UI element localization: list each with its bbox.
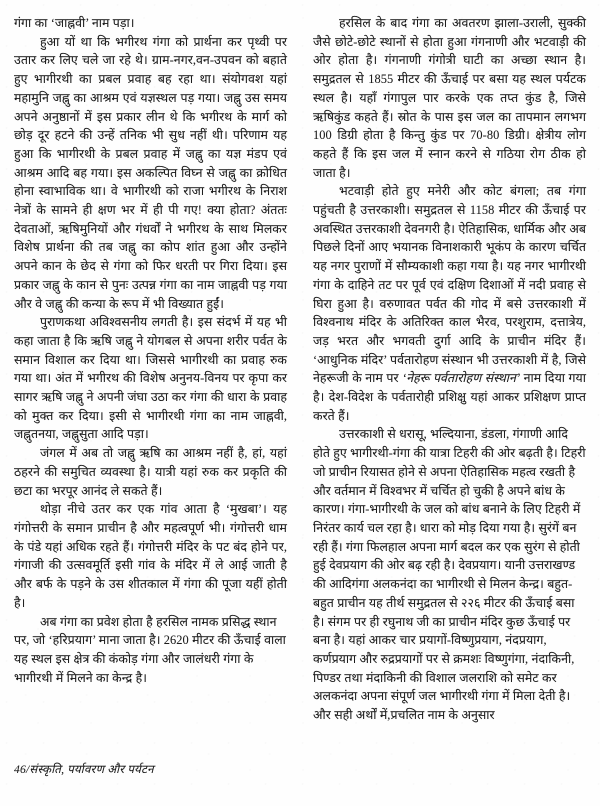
paragraph-left-2: हुआ यों था कि भगीरथ गंगा को प्रार्थना कर पृथ्वी पर उतार कर लिए चले जा रहे थे। ग्राम-नगर,वन-उपवन को बहाते हुए भागीरथी का प्रबल प्रवाह बह रहा था। संयोगवश यहां महामुनि जह्नु का आश्रम एवं यज्ञस्थल पड़ गया। जह्नु उस समय अपने अनुष्ठानों में इस प्रकार लीन थे कि भगीरथ के मार्ग को छोड़ दूर हटने की उन्हें तनिक भी सुध नहीं थी। परिणाम यह हुआ कि भागीरथी के प्रबल प्रवाह में जह्नु का यज्ञ मंडप एवं आश्रम आदि बह गया। इस अकल्पित विघ्न से जह्नु का क्रोधित होना स्वाभाविक था। वे भागीरथी को राजा भगीरथ के निराश नेत्रों के सामने ही क्षण भर में ही पी गए! क्या होता? अंततः देवताओं, ऋषिमुनियों और गंधर्वों ने भगीरथ के साथ मिलकर विशेष प्रार्थना की तब जह्नु का कोप शांत हुआ और उन्होंने अपने कान के छेद से गंगा को फिर धरती पर गिरा दिया। इस प्रकार जह्नु के कान से पुनः उत्पन्न गंगा का नाम जाह्नवी पड़ गया और वे जह्नु की कन्या के रूप में भी विख्यात हुईं। [14, 34, 287, 311]
left-column [14, 14, 287, 687]
right-column [313, 14, 586, 725]
paragraph-right-1: हरसिल के बाद गंगा का अवतरण झाला-उराली, सुक्की जैसे छोटे-छोटे स्थानों से होता हुआ गंगनाणी और भटवाड़ी की ओर होता है। गंगनाणी गंगोत्री घाटी का अच्छा स्थान है। समुद्रतल से 1855 मीटर की ऊँचाई पर बसा यह स्थल पर्यटक स्थल है। यहाँ गंगापुल पार करके एक तप्त कुंड है, जिसे ऋषिकुंड कहते हैं। स्रोत के पास इस जल का तापमान लगभग 100 डिग्री होता है किन्तु कुंड पर 70-80 डिग्री। क्षेत्रीय लोग कहते हैं कि इस जल में स्नान करने से गठिया रोग ठीक हो जाता है। [313, 16, 586, 180]
paragraph-left-1: गंगा का ‘जाह्नवी’ नाम पड़ा। [14, 16, 135, 30]
page-footer: 46/संस्कृति, पर्यावरण और पर्यटन [14, 763, 154, 776]
paragraph-left-5: थोड़ा नीचे उतर कर एक गांव आता है ‘मुखबा’। यह गंगोत्तरी के समान प्राचीन है और महत्वपूर्ण भी। गंगोत्तरी धाम के पंडे यहां अधिक रहते हैं। गंगोत्तरी मंदिर के पट बंद होने पर, गंगाजी की उत्सवमूर्ति इसी गांव के मंदिर में ले आई जाती है और बर्फ के पड़ने के उस शीतकाल में गंगा की पूजा यहीं होती है। [14, 502, 287, 610]
paragraph-right-2 [313, 182, 586, 425]
paragraph-right-2-pre: भटवाड़ी होते हुए मनेरी और कोट बंगला; तब गंगा पहुंचती है उत्तरकाशी। समुद्रतल से 1158 मीटर की ऊँचाई पर अवस्थित उत्तरकाशी देवनगरी है। ऐतिहासिक, धार्मिक और अब पिछले दिनों आए भयानक विनाशकारी भूकंप के कारण चर्चित यह नगर पुराणों में सौम्यकाशी कहा गया है। यह नगर भागीरथी गंगा के दाहिने तट पर पूर्व एवं दक्षिण दिशाओं में नदी प्रवाह से घिरा हुआ है। वरुणावत पर्वत की गोद में बसे उत्तरकाशी में विश्वनाथ मंदिर के अतिरिक्त काल भैरव, परशुराम, दत्तात्रेय, जड़ भरत और भगवती दुर्गा आदि के प्राचीन मंदिर हैं। ‘आधुनिक मंदिर’ पर्वतारोहण संस्थान भी उत्तरकाशी में है, जिसे नेहरूजी के नाम पर [313, 184, 586, 386]
paragraph-right-2-post: नाम दिया गया है। देश-विदेश के पर्वतारोही प्रशिक्षु यहां आकर प्रशिक्षण प्राप्त करते हैं। [313, 371, 586, 423]
paragraph-right-3: उत्तरकाशी से धरासू, भल्दियाना, डंडला, गंगाणी आदि होते हुए भागीरथी-गंगा की यात्रा टिहरी की ओर बढ़ती है। टिहरी जो प्राचीन रियासत होने से अपना ऐतिहासिक महत्व रखती है और वर्तमान में विश्वभर में चर्चित हो चुकी है अपने बांध के कारण। गंगा-भागीरथी के जल को बांध बनाने के लिए टिहरी में निरंतर कार्य चल रहा है। धारा को मोड़ दिया गया है। सुरंगें बन रही हैं। गंगा फिलहाल अपना मार्ग बदल कर एक सुरंग से होती हुई देवप्रयाग की ओर बढ़ रही है। देवप्रयाग। यानी उत्तराखण्ड की आदिगंगा अलकनंदा का भागीरथी से मिलन केन्द्र। बहुत-बहुत प्राचीन यह तीर्थ समुद्रतल से २२६ मीटर की ऊँचाई बसा है। संगम पर ही रघुनाथ जी का प्राचीन मंदिर कुछ ऊँचाई पर बना है। यहां आकर चार प्रयागों-विष्णुप्रयाग, नंदप्रयाग, कर्णप्रयाग और रुद्रप्रयागों पर से क्रमशः विष्णुगंगा, नंदाकिनी, पिण्डर तथा मंदाकिनी की विशाल जलराशि को समेट कर अलकनंदा अपना संपूर्ण जल भागीरथी गंगा में मिला देती है। और सही अर्थों में,प्रचलित नाम के अनुसार [313, 427, 586, 723]
institute-name-italic: ‘नेहरू पर्वतारोहण संस्थान’ [402, 371, 521, 386]
paragraph-left-6: अब गंगा का प्रवेश होता है हरसिल नामक प्रसिद्ध स्थान पर, जो ‘हरिप्रयाग’ माना जाता है। 2620 मीटर की ऊँचाई वाला यह स्थल इस क्षेत्र की कंकोड़ गंगा और जालंधरी गंगा के भागीरथी में मिलने का केन्द्र है। [14, 614, 286, 685]
paragraph-left-3: पुराणकथा अविश्वसनीय लगती है। इस संदर्भ में यह भी कहा जाता है कि ऋषि जह्नु ने योगबल से अपना शरीर पर्वत के समान विशाल कर दिया था। जिससे भागीरथी का प्रवाह रुक गया था। अंत में भगीरथ की विशेष अनुनय-विनय पर कृपा कर सागर ऋषि जह्नु ने अपनी जंघा उठा कर गंगा की धारा के प्रवाह को मुक्त कर दिया। इसी से भागीरथी गंगा का नाम जाह्नवी, जह्नुतनया, जह्नुसुता आदि पड़ा। [14, 315, 287, 442]
paragraph-left-4: जंगल में अब तो जह्नु ऋषि का आश्रम नहीं है, हां, यहां ठहरने की समुचित व्यवस्था है। यात्री यहां रुक कर प्रकृति की छटा का भरपूर आनंद ले सकते हैं। [14, 446, 287, 498]
two-column-text-body [14, 14, 586, 725]
